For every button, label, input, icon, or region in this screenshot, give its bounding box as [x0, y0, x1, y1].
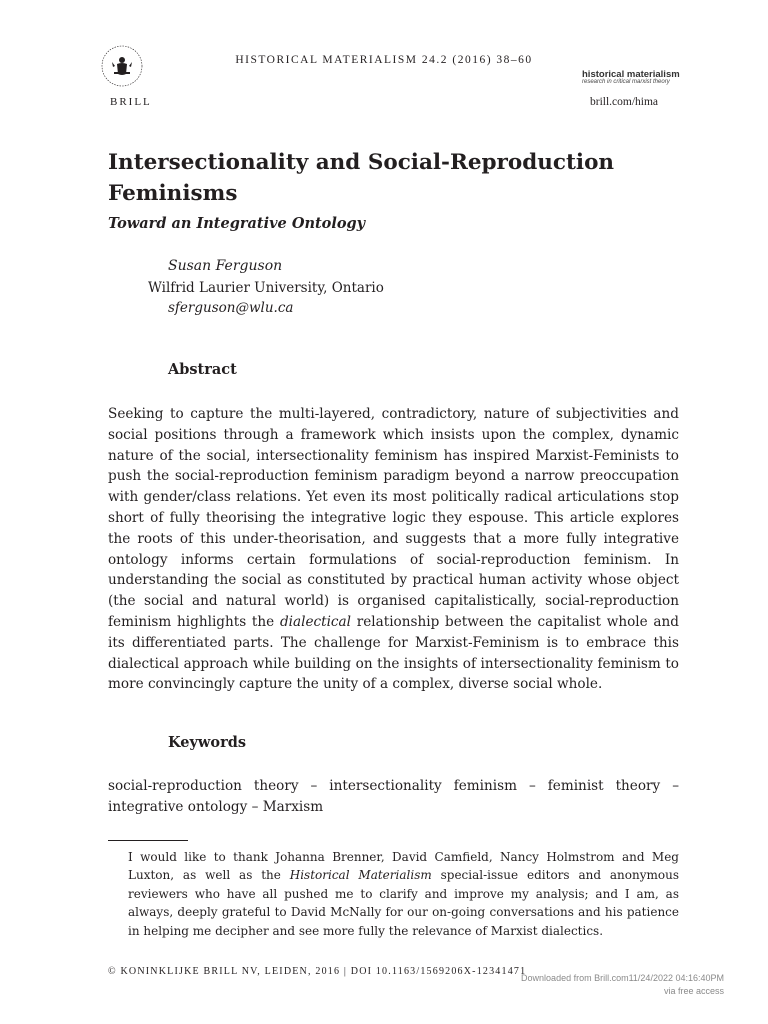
footnote-divider	[108, 840, 188, 841]
journal-url-link[interactable]: brill.com/hima	[590, 96, 659, 108]
article-subtitle: Toward an Integrative Ontology	[108, 215, 366, 232]
brill-seal-icon	[100, 44, 144, 88]
download-stamp	[521, 972, 724, 998]
journal-logo-name: historical materialism	[582, 69, 680, 80]
footnote-text-part2: special-issue editors and anonymous reviewers who have all pushed me to clarify and improve my analysis; and I am, as always, deeply grateful to David McNally for our on-going conversations and his patience in helping me decipher and see more fully the relevance of Marxist dialectics.	[128, 868, 679, 938]
author-affiliation: Wilfrid Laurier University, Ontario	[148, 280, 384, 296]
abstract-italic-word: dialectical	[279, 613, 351, 630]
abstract-text-part1: Seeking to capture the multi-layered, contradictory, nature of subjectivities and social positions through a framework which insists upon the complex, dynamic nature of the social, intersectionality feminism has inspired Marxist-Feminists to push the social-reproduction feminism paradigm beyond a narrow preoccupation with gender/class relations. Yet even its most politically radical articulations stop short of fully theorising the integrative logic they espouse. This article explores the roots of this under-theorisation, and suggests that a more fully integrative ontology informs certain formulations of social-reproduction feminism. In understanding the social as constituted by practical human activity whose object (the social and natural world) is organised capitalistically, social-reproduction feminism highlights the	[108, 406, 679, 630]
author-email-link[interactable]: sferguson@wlu.ca	[168, 300, 294, 316]
abstract-body	[108, 404, 679, 695]
footnote-italic-journal: Historical Materialism	[289, 868, 432, 883]
acknowledgement-footnote	[128, 848, 679, 940]
journal-logo-tagline: research in critical marxist theory	[582, 79, 670, 85]
copyright-doi-line: © KONINKLIJKE BRILL NV, LEIDEN, 2016 | DOI 10.1163/1569206X-12341471	[108, 966, 527, 977]
publisher-name: BRILL	[110, 96, 152, 108]
journal-logo	[582, 69, 702, 85]
journal-citation: HISTORICAL MATERIALISM 24.2 (2016) 38–60	[235, 54, 533, 66]
abstract-heading: Abstract	[168, 361, 237, 378]
keywords-heading: Keywords	[168, 734, 247, 751]
author-name: Susan Ferguson	[168, 258, 283, 274]
download-stamp-line1: Downloaded from Brill.com11/24/2022 04:16:40PM	[521, 973, 724, 983]
keywords-list: social-reproduction theory – intersectionality feminism – feminist theory – integrative ontology – Marxism	[108, 778, 679, 815]
brill-logo	[92, 44, 152, 88]
abstract-text-part2: relationship between the capitalist whole and its differentiated parts. The challenge for Marxist-Feminism is to embrace this dialectical approach while building on the insights of intersectionality feminism to more convincingly capture the unity of a complex, diverse social whole.	[108, 613, 679, 693]
article-title: Intersectionality and Social-Reproduction Feminisms	[108, 150, 615, 206]
download-stamp-line2: via free access	[663, 986, 724, 996]
footnote-text-part1: I would like to thank Johanna Brenner, David Camfield, Nancy Holmstrom and Meg Luxton, as well as the	[128, 850, 679, 883]
